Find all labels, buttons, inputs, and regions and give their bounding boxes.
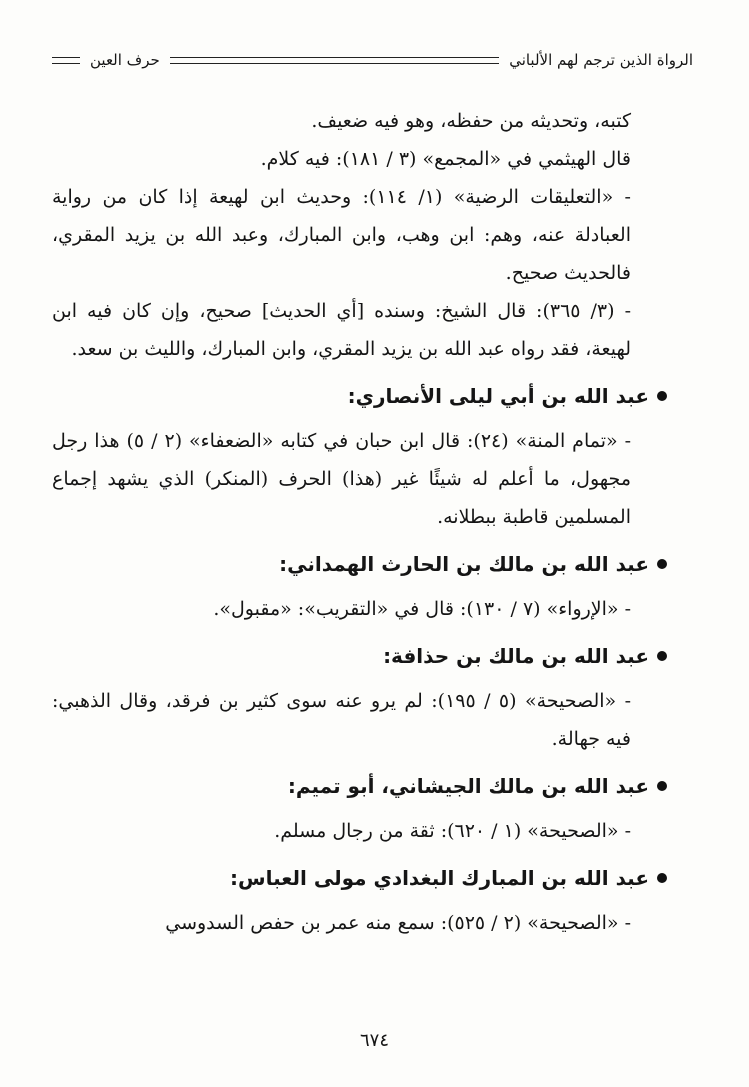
paragraph: كتبه، وتحديثه من حفظه، وهو فيه ضعيف. bbox=[311, 110, 631, 132]
entry-heading bbox=[52, 858, 667, 898]
header-rule-long bbox=[170, 57, 499, 64]
page-body bbox=[52, 102, 649, 942]
entry-heading-text: عبد الله بن أبي ليلى الأنصاري: bbox=[347, 384, 649, 408]
entry-heading bbox=[52, 376, 667, 416]
entry-heading-text: عبد الله بن مالك بن حذافة: bbox=[383, 644, 649, 668]
entry-heading bbox=[52, 544, 667, 584]
chapter-title: حرف العين bbox=[90, 51, 160, 69]
entry-heading-text: عبد الله بن المبارك البغدادي مولى العباس: bbox=[229, 866, 649, 890]
bullet-icon bbox=[657, 559, 667, 569]
running-header bbox=[52, 46, 693, 74]
bullet-icon bbox=[657, 651, 667, 661]
entry-heading-text: عبد الله بن مالك الجيشاني، أبو تميم: bbox=[287, 774, 649, 798]
entry-heading-text: عبد الله بن مالك بن الحارث الهمداني: bbox=[279, 552, 649, 576]
paragraph: قال الهيثمي في «المجمع» (٣ / ١٨١): فيه كلام. bbox=[260, 148, 631, 170]
entry-heading bbox=[52, 636, 667, 676]
entry-text: - «الصحيحة» (١ / ٦٢٠): ثقة من رجال مسلم. bbox=[274, 820, 631, 842]
page-number: ٦٧٤ bbox=[359, 1030, 389, 1051]
entry-text: - «تمام المنة» (٢٤): قال ابن حبان في كتابه «الضعفاء» (٢ / ٥) هذا رجل مجهول، ما أعلم له شيئًا غير (هذا) الحرف (المنكر) الذي يشهد إجماع المسلمين قاطبة ببطلانه. bbox=[52, 430, 632, 528]
entry-text: - «الصحيحة» (٥ / ١٩٥): لم يرو عنه سوى كثير بن فرقد، وقال الذهبي: فيه جهالة. bbox=[52, 690, 632, 750]
bullet-icon bbox=[657, 781, 667, 791]
bullet-icon bbox=[657, 391, 667, 401]
bullet-icon bbox=[657, 873, 667, 883]
paragraph: - «التعليقات الرضية» (١/ ١١٤): وحديث ابن لهيعة إذا كان من رواية العبادلة عنه، وهم: ابن وهب، وابن المبارك، وعبد الله بن يزيد المقري، فالحديث صحيح. bbox=[52, 186, 631, 284]
entry-text: - «الصحيحة» (٢ / ٥٢٥): سمع منه عمر بن حفص السدوسي bbox=[165, 912, 631, 934]
book-title: الرواة الذين ترجم لهم الألباني bbox=[509, 51, 693, 69]
entry-heading bbox=[52, 766, 667, 806]
entry-text: - «الإرواء» (٧ / ١٣٠): قال في «التقريب»: «مقبول». bbox=[213, 598, 631, 620]
paragraph: - (٣/ ٣٦٥): قال الشيخ: وسنده [أي الحديث] صحيح، وإن كان فيه ابن لهيعة، فقد رواه عبد الله بن يزيد المقري، وابن المبارك، والليث بن سعد. bbox=[52, 300, 631, 360]
header-rule-short bbox=[52, 57, 80, 64]
